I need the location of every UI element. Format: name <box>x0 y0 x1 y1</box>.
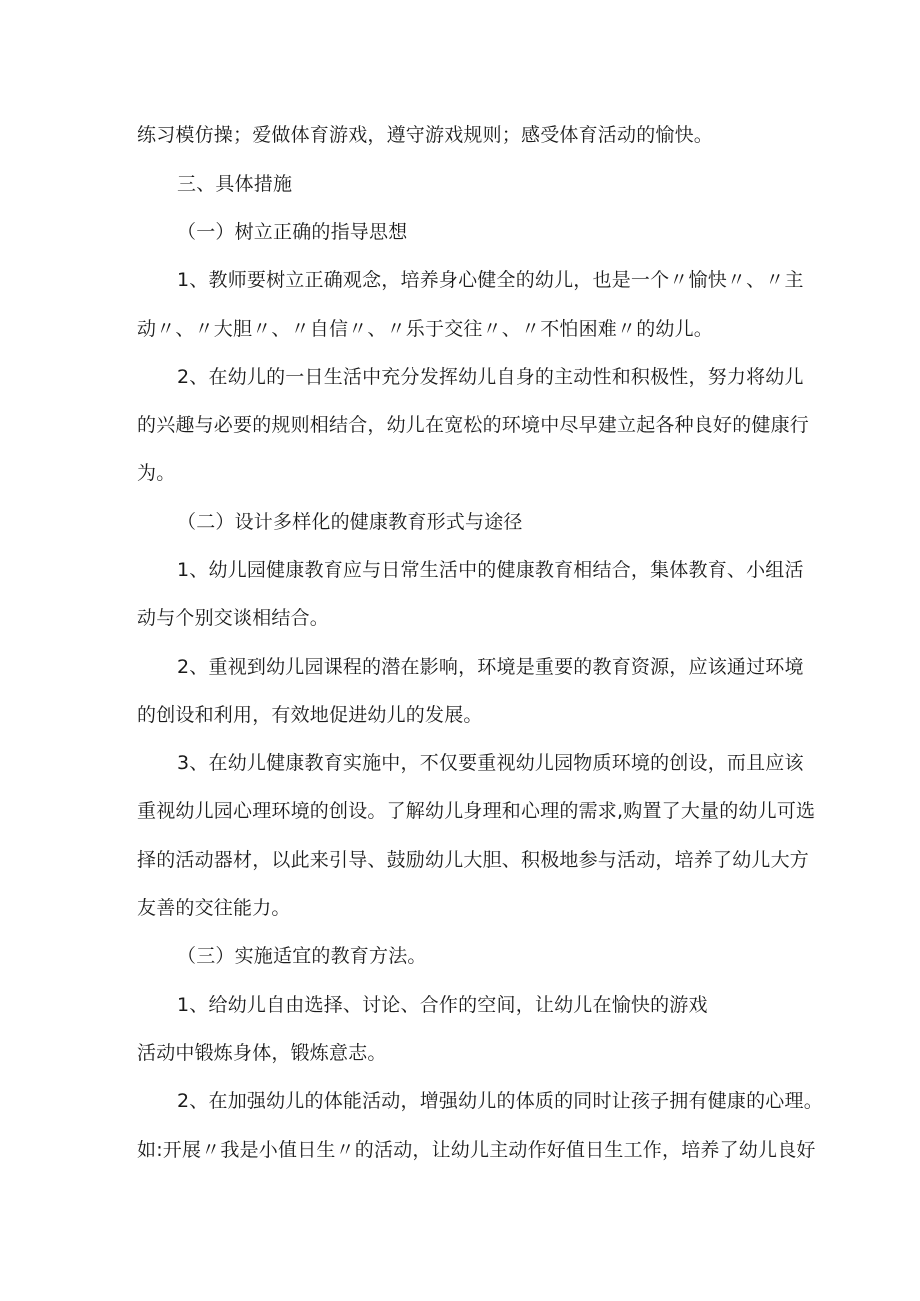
text-line-14: 3、在幼儿健康教育实施中，不仅要重视幼儿园物质环境的创设，而且应该 <box>177 752 804 774</box>
subsection-heading-1: （一）树立正确的指导思想 <box>177 221 408 243</box>
text-line-11: 动与个别交谈相结合。 <box>137 607 330 629</box>
text-line-1: 练习模仿操；爱做体育游戏，遵守游戏规则；感受体育活动的愉快。 <box>137 124 714 146</box>
text-line-10: 1、幼儿园健康教育应与日常生活中的健康教育相结合，集体教育、小组活 <box>177 559 804 581</box>
text-line-21: 2、在加强幼儿的体能活动，增强幼儿的体质的同时让孩子拥有健康的心理。 <box>177 1090 823 1112</box>
text-line-5: 动〃、〃大胆〃、〃自信〃、〃乐于交往〃、〃不怕困难〃的幼儿。 <box>137 318 714 340</box>
text-line-7: 的兴趣与必要的规则相结合，幼儿在宽松的环境中尽早建立起各种良好的健康行 <box>137 414 810 436</box>
text-line-22: 如:开展〃我是小值日生〃的活动，让幼儿主动作好值日生工作，培养了幼儿良好 <box>137 1139 816 1161</box>
text-line-15: 重视幼儿园心理环境的创设。了解幼儿身理和心理的需求,购置了大量的幼儿可选 <box>137 800 816 822</box>
text-line-13: 的创设和利用，有效地促进幼儿的发展。 <box>137 704 483 726</box>
subsection-heading-3: （三）实施适宜的教育方法。 <box>177 945 427 967</box>
text-line-16: 择的活动器材，以此来引导、鼓励幼儿大胆、积极地参与活动，培养了幼儿大方 <box>137 849 810 871</box>
text-line-8: 为。 <box>137 462 176 484</box>
subsection-heading-2: （二）设计多样化的健康教育形式与途径 <box>177 511 523 533</box>
section-heading-3: 三、具体措施 <box>177 173 293 195</box>
text-line-19: 1、给幼儿自由选择、讨论、合作的空间，让幼儿在愉快的游戏 <box>177 994 708 1016</box>
text-line-4: 1、教师要树立正确观念，培养身心健全的幼儿，也是一个〃愉快〃、〃主 <box>177 269 804 291</box>
text-line-17: 友善的交往能力。 <box>137 897 291 919</box>
text-line-12: 2、重视到幼儿园课程的潜在影响，环境是重要的教育资源，应该通过环境 <box>177 656 804 678</box>
text-line-6: 2、在幼儿的一日生活中充分发挥幼儿自身的主动性和积极性，努力将幼儿 <box>177 366 804 388</box>
text-line-20: 活动中锻炼身体，锻炼意志。 <box>137 1042 387 1064</box>
